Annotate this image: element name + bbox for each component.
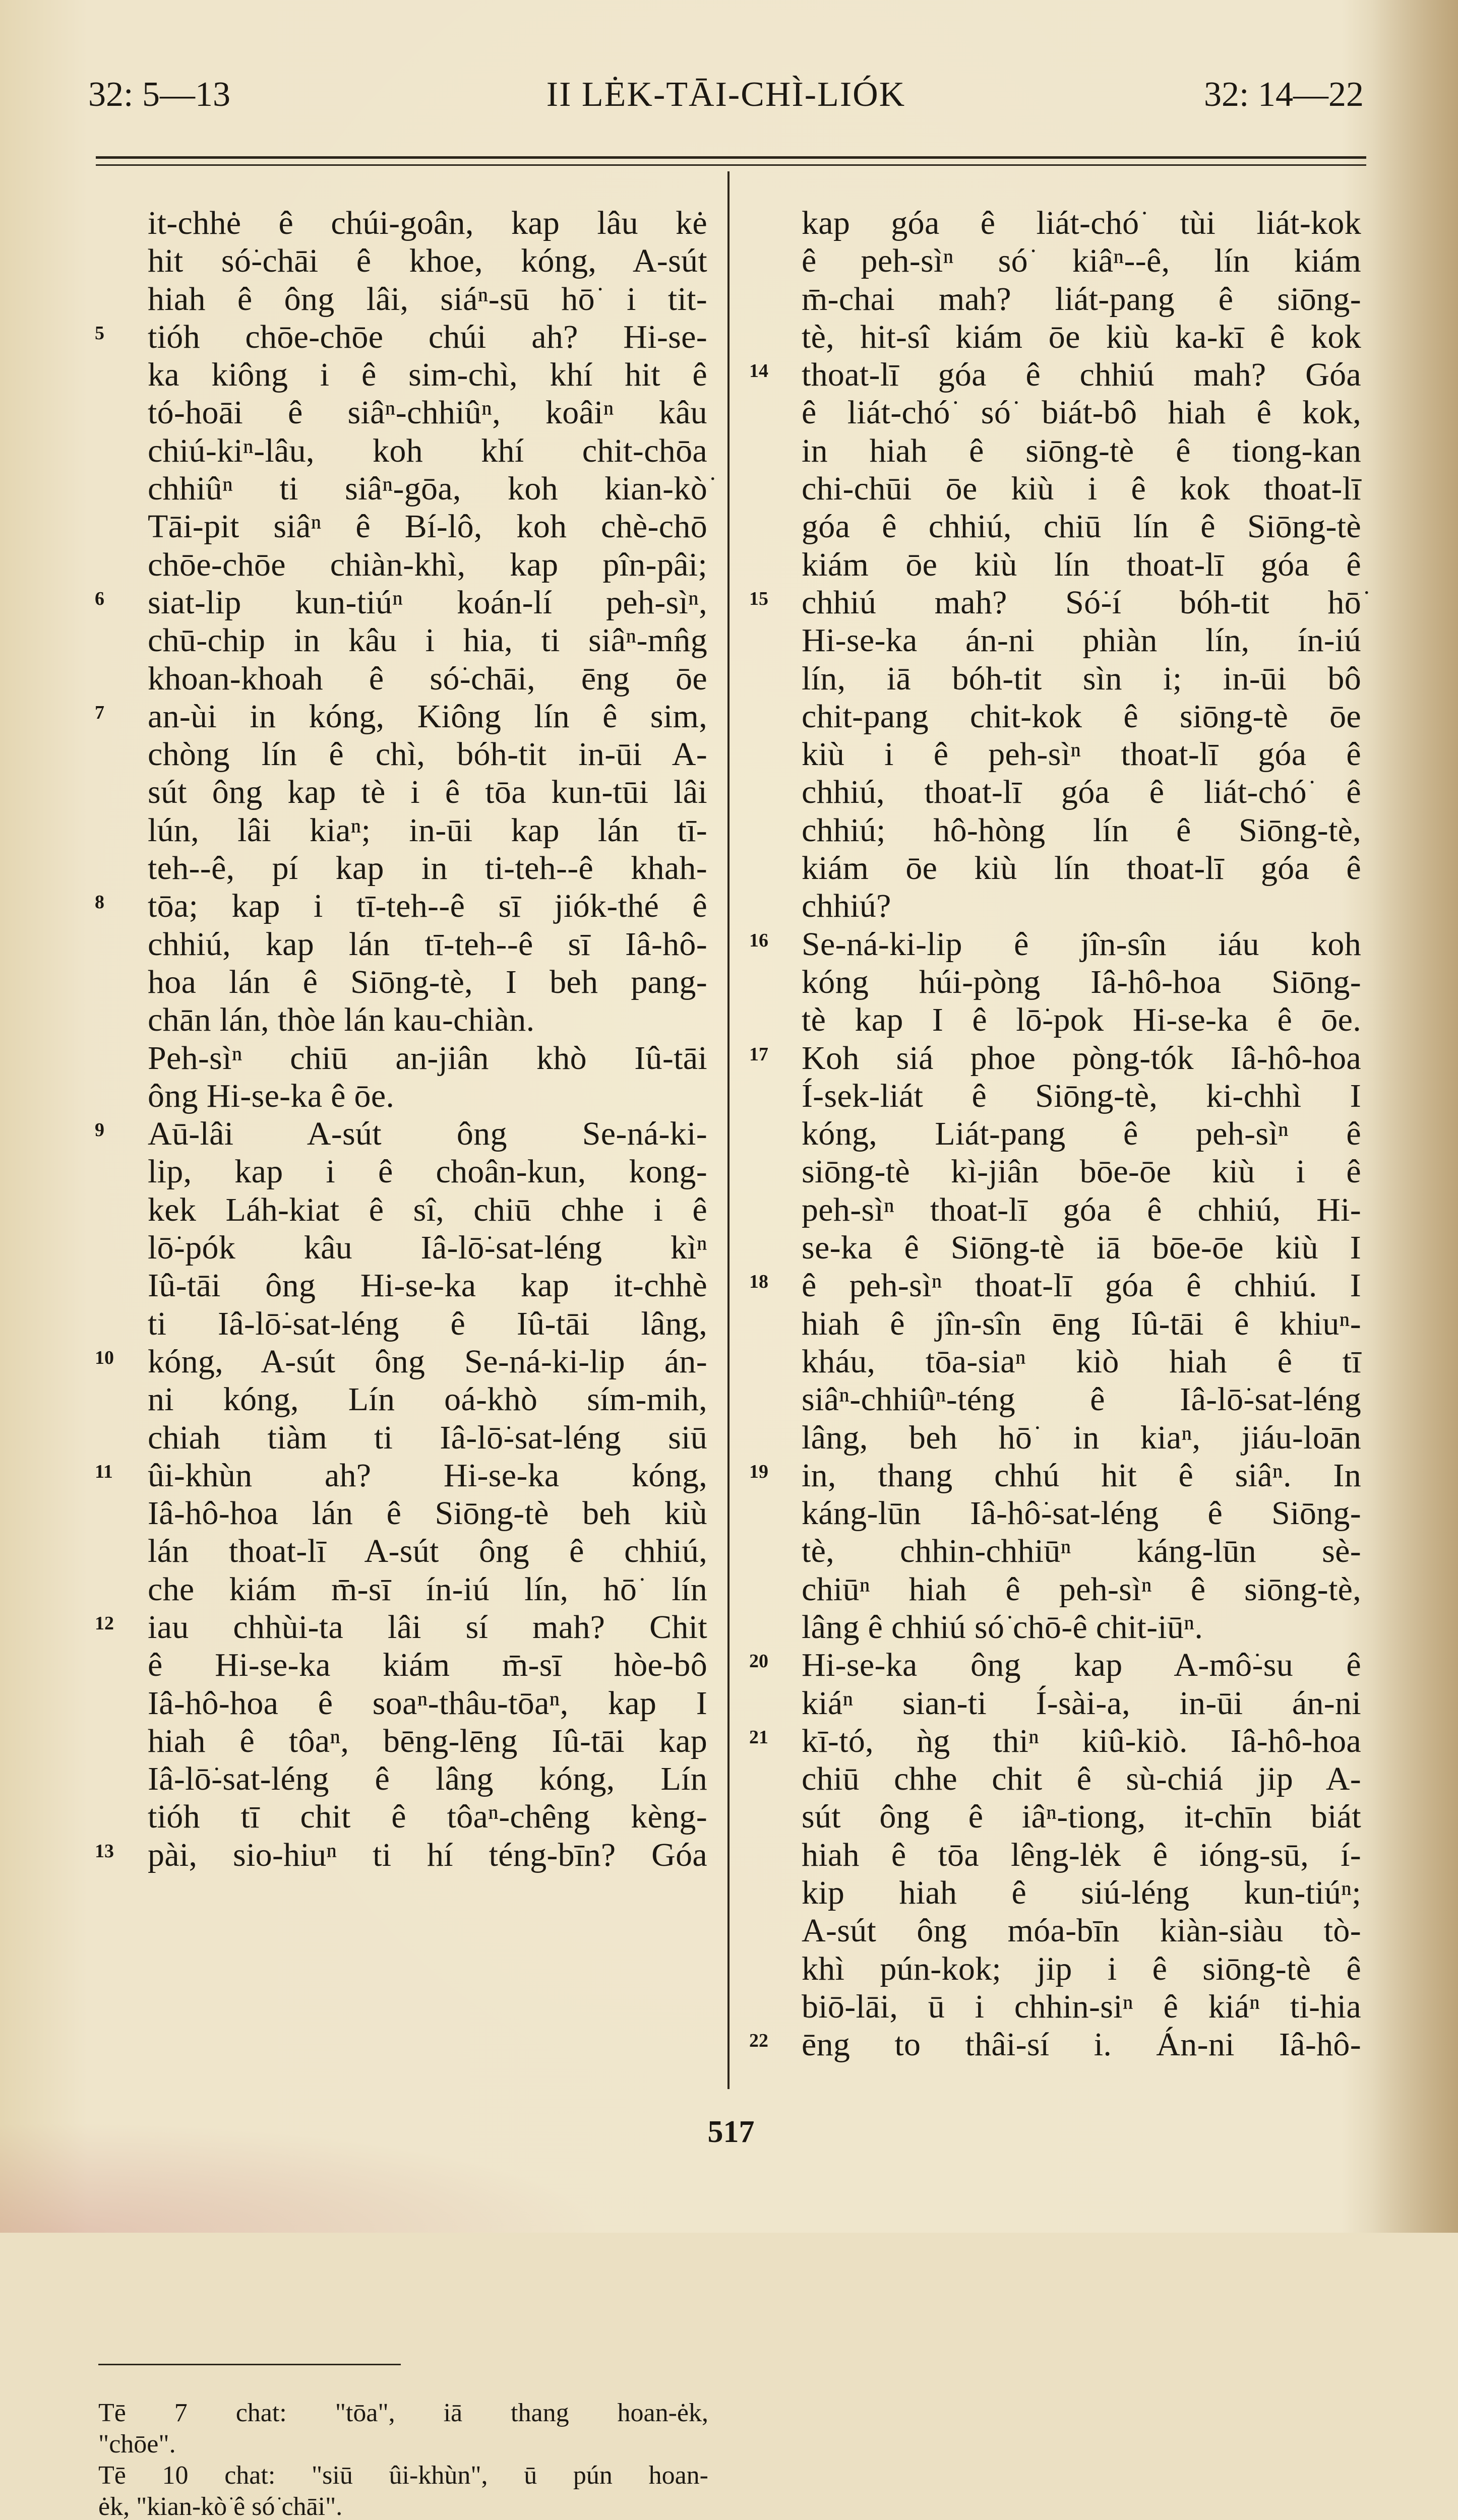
- text-line: Hi-se-ka ông kap A-mô͘-su ê: [802, 1647, 1361, 1684]
- text-line: chhiûⁿ ti siâⁿ-gōa, koh kian-kò͘: [148, 470, 707, 508]
- verse-number: 7: [95, 702, 104, 723]
- text-line: chiūⁿ hiah ê peh-sìⁿ ê siōng-tè,: [802, 1570, 1361, 1608]
- text-line: Í-sek-liát ê Siōng-tè, ki-chhì I: [802, 1077, 1361, 1114]
- text-line: lán thoat-lī A-sút ông ê chhiú,: [148, 1533, 707, 1570]
- footnotes: [98, 2398, 708, 2520]
- text-line: káng-lūn Iâ-hô͘-sat-léng ê Siōng-: [802, 1495, 1361, 1532]
- page-edge-shadow: [1372, 0, 1458, 2233]
- verse-number: 20: [749, 1651, 768, 1672]
- verse-number: 19: [749, 1461, 768, 1482]
- text-line: hiah ê tōa lêng-lėk ê ióng-sū, í-: [802, 1836, 1361, 1873]
- text-line: Iû-tāi ông Hi-se-ka kap it-chhè: [148, 1267, 707, 1304]
- footnote-line: ėk, "kian-kò͘ ê só͘ chāi".: [98, 2492, 343, 2520]
- text-line: Koh siá phoe pòng-tók Iâ-hô-hoa: [802, 1039, 1361, 1077]
- text-line: ēng to thâi-sí i. Án-ni Iâ-hô-: [802, 2026, 1361, 2063]
- right-text-column: [802, 204, 1361, 2064]
- text-line: an-ùi in kóng, Kiông lín ê sim,: [148, 698, 707, 735]
- text-line: chhiú; hô-hòng lín ê Siōng-tè,: [802, 811, 1361, 849]
- text-line: hiah ê ông lâi, siáⁿ-sū hō͘ i tit-: [148, 280, 707, 318]
- text-line: chān lán, thòe lán kau-chiàn.: [148, 1001, 535, 1039]
- text-line: che kiám m̄-sī ín-iú lín, hō͘ lín: [148, 1570, 707, 1608]
- text-line: lín, iā bóh-tit sìn i; in-ūi bô: [802, 660, 1361, 697]
- text-line: ê peh-sìⁿ só͘ kiâⁿ--ê, lín kiám: [802, 242, 1361, 280]
- verse-number: 10: [95, 1347, 114, 1368]
- text-line: teh--ê, pí kap in ti-teh--ê khah-: [148, 850, 707, 887]
- text-line: Peh-sìⁿ chiū an-jiân khò Iû-tāi: [148, 1039, 707, 1077]
- header-left-reference: 32: 5—13: [88, 75, 230, 114]
- header-rule-thick: [96, 156, 1366, 159]
- text-line: siat-lip kun-tiúⁿ koán-lí peh-sìⁿ,: [148, 584, 707, 621]
- text-line: chiah tiàm ti Iâ-lō͘-sat-léng siū: [148, 1419, 707, 1456]
- page-corner-stain: [0, 2122, 605, 2233]
- text-line: iau chhùi-ta lâi sí mah? Chit: [148, 1608, 707, 1646]
- text-line: se-ka ê Siōng-tè iā bōe-ōe kiù I: [802, 1229, 1361, 1267]
- text-line: it-chhė ê chúi-goân, kap lâu kė: [148, 205, 707, 241]
- text-line: kháu, tōa-siaⁿ kiò hiah ê tī: [802, 1343, 1361, 1380]
- text-line: thoat-lī góa ê chhiú mah? Góa: [802, 356, 1361, 394]
- text-line: chhiú, thoat-lī góa ê liát-chó͘ ê: [802, 774, 1361, 811]
- text-line: Iâ-lō͘-sat-léng ê lâng kóng, Lín: [148, 1760, 707, 1798]
- text-line: chōe-chōe chiàn-khì, kap pîn-pâi;: [148, 546, 707, 583]
- text-line: tōa; kap i tī-teh--ê sī jiók-thé ê: [148, 888, 707, 925]
- text-line: kiám ōe kiù lín thoat-lī góa ê: [802, 850, 1361, 887]
- text-line: chit-pang chit-kok ê siōng-tè ōe: [802, 698, 1361, 735]
- text-line: chhiú?: [802, 888, 891, 925]
- verse-number: 21: [749, 1727, 768, 1748]
- text-line: khì pún-kok; jip i ê siōng-tè ê: [802, 1950, 1361, 1987]
- text-line: tióh tī chit ê tôaⁿ-chêng kèng-: [148, 1798, 707, 1836]
- text-line: Iâ-hô-hoa ê soaⁿ-thâu-tōaⁿ, kap I: [148, 1684, 707, 1722]
- verse-number: 17: [749, 1043, 768, 1065]
- text-line: ê liát-chó͘ só͘ biát-bô hiah ê kok,: [802, 394, 1361, 431]
- text-line: hiah ê jîn-sîn ēng Iû-tāi ê khiuⁿ-: [802, 1305, 1361, 1342]
- verse-number: 6: [95, 588, 104, 609]
- text-line: chū-chip in kâu i hia, ti siâⁿ-mn̂g: [148, 622, 707, 659]
- text-line: hiah ê tôaⁿ, bēng-lēng Iû-tāi kap: [148, 1722, 707, 1759]
- text-line: kiáⁿ sian-ti Í-sài-a, in-ūi án-ni: [802, 1684, 1361, 1722]
- verse-number: 16: [749, 929, 768, 951]
- column-divider: [727, 171, 730, 2089]
- text-line: in, thang chhú hit ê siâⁿ. In: [802, 1457, 1361, 1494]
- text-line: Aū-lâi A-sút ông Se-ná-ki-: [148, 1115, 707, 1153]
- text-line: Se-ná-ki-lip ê jîn-sîn iáu koh: [802, 925, 1361, 963]
- text-line: biō-lāi, ū i chhin-siⁿ ê kiáⁿ ti-hia: [802, 1988, 1361, 2025]
- header-right-reference: 32: 14—22: [1204, 75, 1364, 114]
- text-line: kóng húi-pòng Iâ-hô-hoa Siōng-: [802, 963, 1361, 1000]
- text-line: hit só͘-chāi ê khoe, kóng, A-sút: [148, 242, 707, 280]
- text-line: m̄-chai mah? liát-pang ê siōng-: [802, 280, 1361, 318]
- text-line: ê peh-sìⁿ thoat-lī góa ê chhiú. I: [802, 1267, 1361, 1304]
- verse-number: 5: [95, 322, 104, 344]
- text-line: peh-sìⁿ thoat-lī góa ê chhiú, Hi-: [802, 1191, 1361, 1228]
- text-line: lâng, beh hō͘ in kiaⁿ, jiáu-loān: [802, 1419, 1361, 1456]
- text-line: chhiú, kap lán tī-teh--ê sī Iâ-hô-: [148, 925, 707, 963]
- page-number: 517: [707, 2115, 755, 2149]
- text-line: kip hiah ê siú-léng kun-tiúⁿ;: [802, 1874, 1361, 1912]
- text-line: siōng-tè kì-jiân bōe-ōe kiù i ê: [802, 1153, 1361, 1190]
- book-title: II LĖK-TĀI-CHÌ-LIÓK: [546, 75, 906, 114]
- text-line: góa ê chhiú, chiū lín ê Siōng-tè: [802, 508, 1361, 545]
- text-line: Hi-se-ka án-ni phiàn lín, ín-iú: [802, 622, 1361, 659]
- text-line: kek Láh-kiat ê sî, chiū chhe i ê: [148, 1191, 707, 1228]
- left-text-column: [148, 204, 707, 1874]
- text-line: chhiú mah? Só͘-í bóh-tit hō͘: [802, 584, 1361, 621]
- running-header: [88, 75, 1364, 115]
- footnote-line: Tē 10 chat: "siū ûi-khùn", ū pún hoan-: [98, 2461, 708, 2490]
- text-line: tó-hoāi ê siâⁿ-chhiûⁿ, koâiⁿ kâu: [148, 394, 707, 431]
- text-line: khoan-khoah ê só͘-chāi, ēng ōe: [148, 660, 707, 697]
- text-line: sút ông kap tè i ê tōa kun-tūi lâi: [148, 774, 707, 811]
- header-rule-thin: [96, 164, 1366, 166]
- verse-number: 18: [749, 1271, 768, 1293]
- footnote-line: "chōe".: [98, 2430, 176, 2459]
- text-line: chi-chūi ōe kiù i ê kok thoat-lī: [802, 470, 1361, 508]
- text-line: tè kap I ê lō͘-pok Hi-se-ka ê ōe.: [802, 1001, 1361, 1039]
- verse-number: 8: [95, 892, 104, 913]
- text-line: ka kiông i ê sim-chì, khí hit ê: [148, 356, 707, 394]
- text-line: Iâ-hô-hoa lán ê Siōng-tè beh kiù: [148, 1495, 707, 1532]
- text-line: chòng lín ê chì, bóh-tit in-ūi A-: [148, 736, 707, 773]
- text-line: ông Hi-se-ka ê ōe.: [148, 1077, 395, 1114]
- verse-number: 12: [95, 1613, 114, 1634]
- text-line: kap góa ê liát-chó͘ tùi liát-kok: [802, 205, 1361, 241]
- text-line: ûi-khùn ah? Hi-se-ka kóng,: [148, 1457, 707, 1494]
- text-line: lip, kap i ê choân-kun, kong-: [148, 1153, 707, 1190]
- text-line: sút ông ê iâⁿ-tiong, it-chīn biát: [802, 1798, 1361, 1836]
- text-line: lō͘-pók kâu Iâ-lō͘-sat-léng kìⁿ: [148, 1229, 707, 1267]
- verse-number: 11: [95, 1461, 113, 1482]
- footnote-rule: [98, 2364, 401, 2365]
- text-line: ni kóng, Lín oá-khò sím-mih,: [148, 1381, 707, 1418]
- text-line: tióh chōe-chōe chúi ah? Hi-se-: [148, 318, 707, 355]
- text-line: kóng, Liát-pang ê peh-sìⁿ ê: [802, 1115, 1361, 1153]
- verse-number: 15: [749, 588, 768, 609]
- verse-number: 13: [95, 1840, 114, 1862]
- verse-number: 9: [95, 1119, 104, 1141]
- verse-number: 14: [749, 360, 768, 382]
- text-line: ti Iâ-lō͘-sat-léng ê Iû-tāi lâng,: [148, 1305, 707, 1342]
- text-line: kóng, A-sút ông Se-ná-ki-lip án-: [148, 1343, 707, 1380]
- text-line: hoa lán ê Siōng-tè, I beh pang-: [148, 963, 707, 1000]
- text-line: lún, lâi kiaⁿ; in-ūi kap lán tī-: [148, 811, 707, 849]
- text-line: ê Hi-se-ka kiám m̄-sī hòe-bô: [148, 1647, 707, 1684]
- text-line: chiū chhe chit ê sù-chiá jip A-: [802, 1760, 1361, 1798]
- verse-number: 22: [749, 2030, 768, 2052]
- text-line: chiú-kiⁿ-lâu, koh khí chit-chōa: [148, 432, 707, 469]
- text-line: pài, sio-hiuⁿ ti hí téng-bīn? Góa: [148, 1836, 707, 1873]
- text-line: lâng ê chhiú só͘ chō-ê chit-iūⁿ.: [802, 1608, 1203, 1646]
- text-line: tè, hit-sî kiám ōe kiù ka-kī ê kok: [802, 318, 1361, 355]
- text-line: Tāi-pit siâⁿ ê Bí-lô, koh chè-chō: [148, 508, 707, 545]
- text-line: kī-tó, ǹg thiⁿ kiû-kiò. Iâ-hô-hoa: [802, 1722, 1361, 1759]
- text-line: kiù i ê peh-sìⁿ thoat-lī góa ê: [802, 736, 1361, 773]
- text-line: siâⁿ-chhiûⁿ-téng ê Iâ-lō͘-sat-léng: [802, 1381, 1361, 1418]
- text-line: tè, chhin-chhiūⁿ káng-lūn sè-: [802, 1533, 1361, 1570]
- text-line: A-sút ông móa-bīn kiàn-siàu tò-: [802, 1912, 1361, 1949]
- text-line: in hiah ê siōng-tè ê tiong-kan: [802, 432, 1361, 469]
- footnote-line: Tē 7 chat: "tōa", iā thang hoan-ėk,: [98, 2399, 708, 2427]
- text-line: kiám ōe kiù lín thoat-lī góa ê: [802, 546, 1361, 583]
